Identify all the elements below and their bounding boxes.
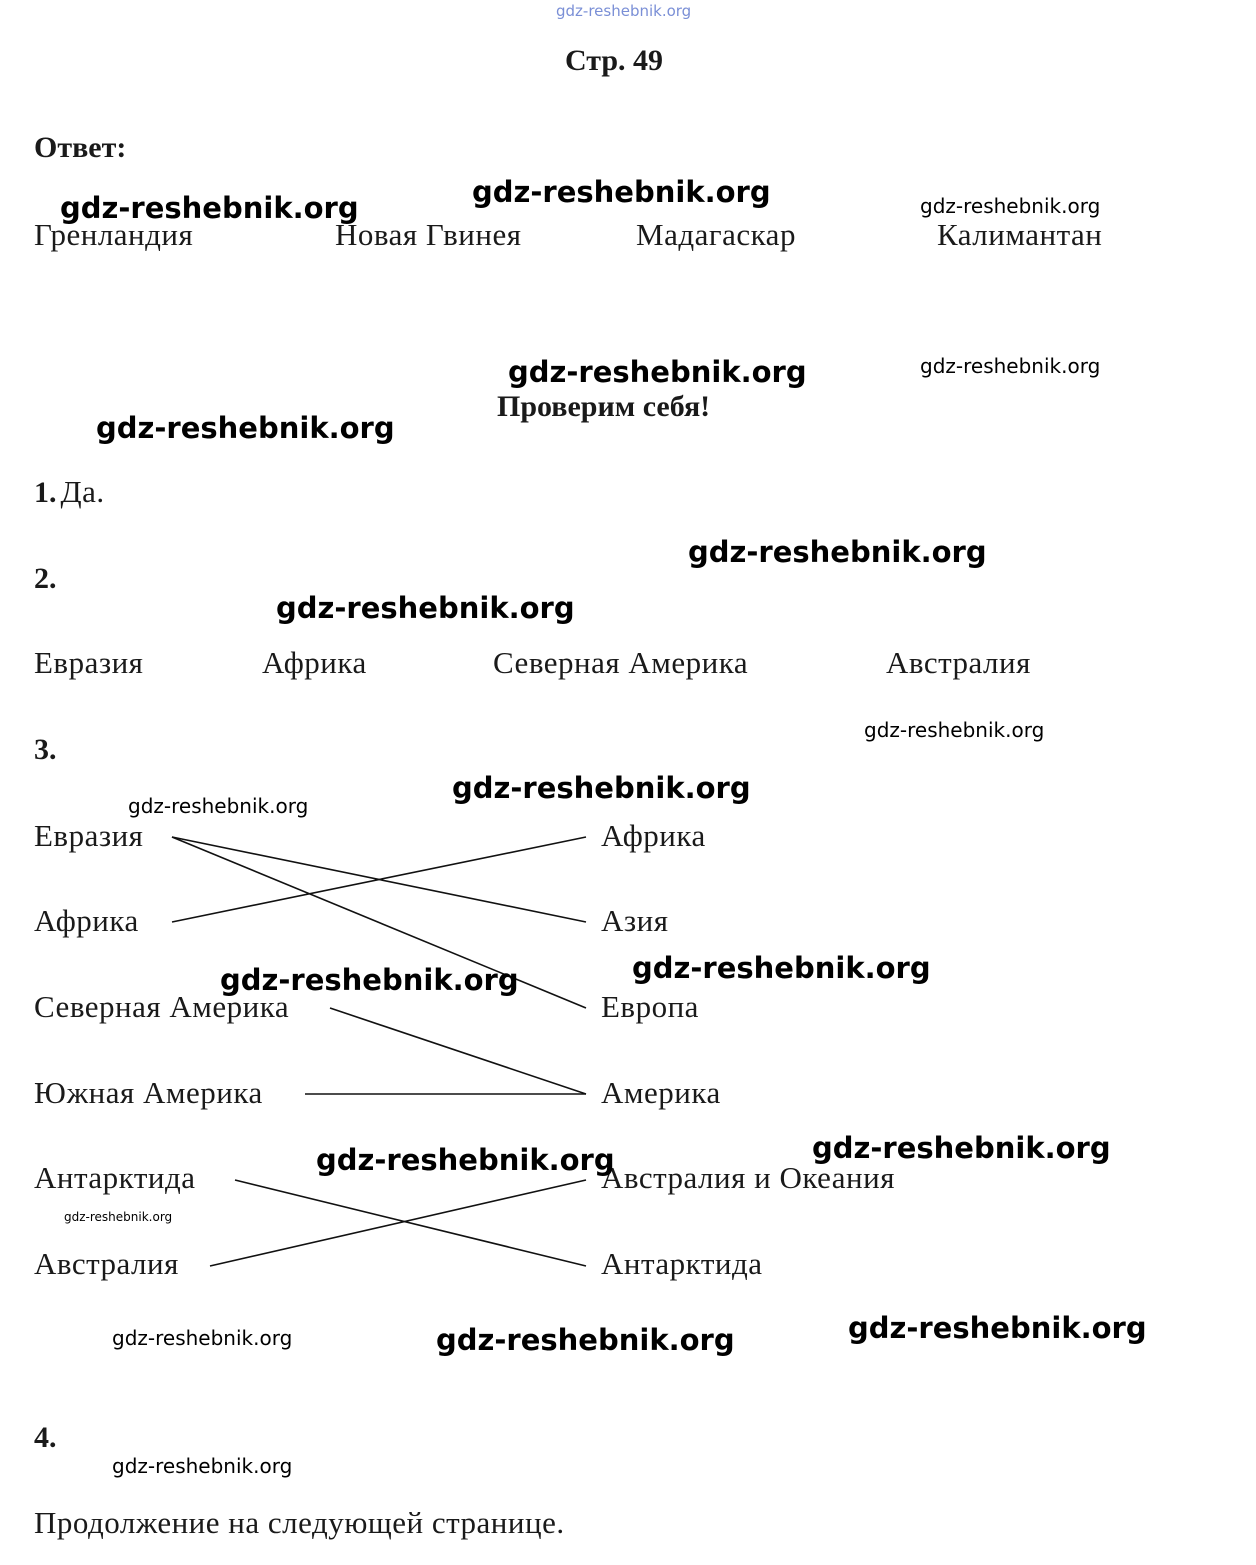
q3-left-4: Южная Америка [34, 1075, 263, 1110]
watermark: gdz-reshebnik.org [60, 191, 359, 225]
page-title: Стр. 49 [565, 44, 664, 77]
q3-right-1: Африка [601, 818, 706, 853]
watermark: gdz-reshebnik.org [316, 1143, 615, 1177]
island-3: Мадагаскар [636, 217, 796, 252]
watermark: gdz-reshebnik.org [632, 951, 931, 985]
q2-item-1: Евразия [34, 645, 144, 680]
match-line-6 [235, 1180, 586, 1266]
q3-left-5: Антарктида [34, 1160, 196, 1195]
match-line-4 [330, 1008, 586, 1094]
watermark: gdz-reshebnik.org [688, 535, 987, 569]
watermark: gdz-reshebnik.org [436, 1323, 735, 1357]
island-2: Новая Гвинея [335, 217, 522, 252]
island-1: Гренландия [34, 217, 194, 252]
top-watermark: gdz-reshebnik.org [556, 2, 692, 20]
watermark: gdz-reshebnik.org [920, 354, 1101, 378]
watermark: gdz-reshebnik.org [64, 1210, 173, 1224]
q3-right-6: Антарктида [601, 1246, 763, 1281]
match-line-7 [210, 1180, 586, 1266]
question-1-number: 1. [34, 476, 57, 509]
q2-item-2: Африка [262, 645, 367, 680]
question-4-number: 4. [34, 1421, 57, 1454]
q3-left-6: Австралия [34, 1246, 179, 1281]
watermark: gdz-reshebnik.org [508, 355, 807, 389]
watermark: gdz-reshebnik.org [276, 591, 575, 625]
watermark: gdz-reshebnik.org [112, 1326, 293, 1350]
section-title: Проверим себя! [497, 390, 711, 423]
watermark: gdz-reshebnik.org [452, 771, 751, 805]
watermark: gdz-reshebnik.org [220, 963, 519, 997]
q3-right-3: Европа [601, 989, 699, 1024]
q2-item-3: Северная Америка [493, 645, 749, 680]
q2-item-4: Австралия [886, 645, 1031, 680]
q3-right-4: Америка [601, 1075, 721, 1110]
watermark: gdz-reshebnik.org [812, 1131, 1111, 1165]
q3-right-2: Азия [601, 903, 669, 938]
island-4: Калимантан [937, 217, 1103, 252]
question-1-answer: Да. [60, 474, 105, 509]
q3-left-1: Евразия [34, 818, 144, 853]
q3-right-5: Австралия и Океания [601, 1160, 895, 1195]
watermark: gdz-reshebnik.org [472, 175, 771, 209]
q3-left-3: Северная Америка [34, 989, 290, 1024]
watermark: gdz-reshebnik.org [864, 718, 1045, 742]
q3-left-2: Африка [34, 903, 139, 938]
question-3-number: 3. [34, 733, 57, 766]
watermark: gdz-reshebnik.org [920, 194, 1101, 218]
answer-label: Ответ: [34, 131, 127, 164]
question-2-number: 2. [34, 562, 57, 595]
watermark: gdz-reshebnik.org [96, 411, 395, 445]
watermark: gdz-reshebnik.org [848, 1311, 1147, 1345]
continuation-note: Продолжение на следующей странице. [34, 1505, 565, 1540]
watermark: gdz-reshebnik.org [128, 794, 309, 818]
watermark: gdz-reshebnik.org [112, 1454, 293, 1478]
